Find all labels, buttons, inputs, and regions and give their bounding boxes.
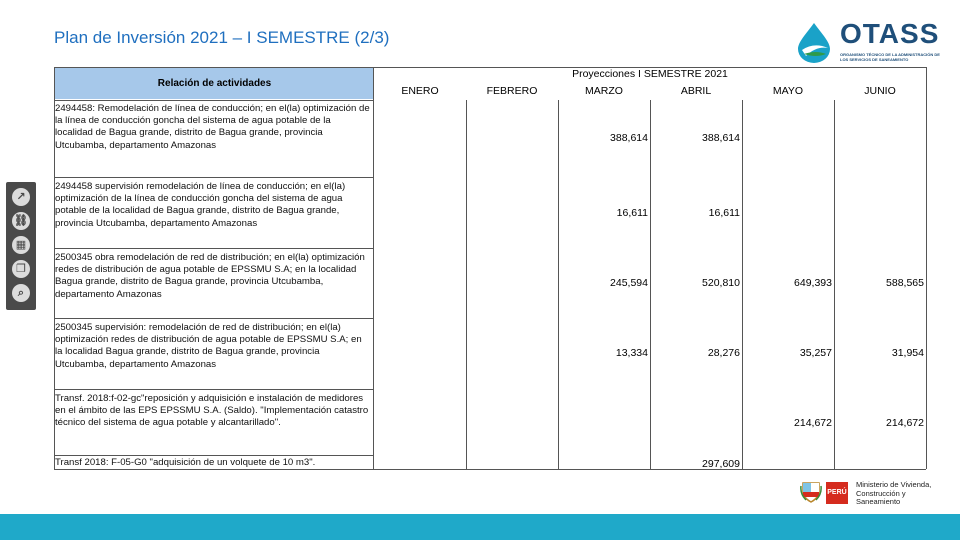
coat-of-arms-icon — [800, 480, 822, 504]
logo-subtitle: ORGANISMO TÉCNICO DE LA ADMINISTRACIÓN DE LOS SERVICIOS DE SANEAMIENTO — [840, 52, 940, 62]
activity-row-1: 2494458: Remodelación de línea de conducción; en el(la) optimización de la línea de conducción goncha del sistema de agua potable de la localidad de Bagua grande, distrito de Bagua grande, provincia Utcubamba, departamento Amazonas — [55, 103, 370, 151]
cell-r4-mayo: 35,257 — [799, 347, 832, 359]
cell-r3-mayo: 649,393 — [794, 277, 832, 289]
cell-r2-abril: 16,611 — [708, 207, 740, 219]
ministry-name: Ministerio de Vivienda, Construcción y Saneamiento — [856, 480, 932, 506]
cell-r3-abril: 520,810 — [702, 277, 740, 289]
copy-icon[interactable]: ❐ — [12, 260, 30, 278]
otass-logo — [792, 18, 942, 66]
month-header-enero: ENERO — [401, 85, 439, 97]
cell-r1-marzo: 388,614 — [610, 132, 648, 144]
activity-column-header: Relación de actividades — [55, 68, 374, 99]
cell-r6-abril: 297,609 — [702, 458, 740, 470]
bottom-bar — [0, 514, 960, 540]
month-header-abril: ABRIL — [680, 85, 712, 97]
activity-row-5: Transf. 2018:f-02-gc"reposición y adquisición e instalación de medidores en el ámbito de las EPS EPSSMU S.A. (Saldo). "Implementación catastro técnico del sistema de agua potable y alcantarillado". — [55, 393, 369, 429]
month-header-marzo: MARZO — [585, 85, 623, 97]
month-header-febrero: FEBRERO — [486, 85, 538, 97]
activity-row-6: Transf 2018: F-05-G0 "adquisición de un volquete de 10 m3". — [55, 457, 316, 468]
water-drop-logo-icon — [792, 20, 836, 64]
logo-brand: OTASS — [840, 18, 940, 49]
link-icon[interactable]: ⛓ — [12, 212, 30, 230]
cell-r3-junio: 588,565 — [886, 277, 924, 289]
cell-r1-abril: 388,614 — [702, 132, 740, 144]
peru-badge: PERÚ — [826, 482, 848, 504]
cell-r4-junio: 31,954 — [891, 347, 924, 359]
share-icon[interactable]: ↗ — [12, 188, 30, 206]
side-toolbar — [6, 182, 36, 310]
cell-r4-marzo: 13,334 — [615, 347, 648, 359]
projection-header: Proyecciones I SEMESTRE 2021 — [572, 68, 728, 80]
cell-r5-mayo: 214,672 — [794, 417, 832, 429]
cell-r3-marzo: 245,594 — [610, 277, 648, 289]
month-header-mayo: MAYO — [772, 85, 804, 97]
cell-r5-junio: 214,672 — [886, 417, 924, 429]
cell-r4-abril: 28,276 — [707, 347, 740, 359]
activity-row-3: 2500345 obra remodelación de red de distribución; en el(la) optimización redes de distribución de agua potable de EPSSMU S.A; en la localidad Bagua grande, distrito de Bagua grande, provincia Utcubamba, departamento Amazonas — [55, 252, 365, 300]
grid-icon[interactable]: ▦ — [12, 236, 30, 254]
month-header-junio: JUNIO — [864, 85, 896, 97]
zoom-icon[interactable]: ⌕ — [12, 284, 30, 302]
activity-row-4: 2500345 supervisión: remodelación de red de distribución; en el(la) optimización redes de distribución de agua potable de EPSSMU S.A; en la localidad Bagua grande, distrito de Bagua grande, provincia Utcubamba, departamento Amazonas — [55, 322, 362, 370]
slide-title: Plan de Inversión 2021 – I SEMESTRE (2/3) — [54, 28, 390, 47]
ministry-logo — [800, 478, 940, 506]
cell-r2-marzo: 16,611 — [616, 207, 648, 219]
activity-row-2: 2494458 supervisión remodelación de línea de conducción; en el(la) optimización de la línea de conducción goncha del sistema de agua potable de la localidad de Bagua grande, distrito de Bagua grande, provincia Utcubamba, departamento Amazonas — [55, 181, 346, 229]
